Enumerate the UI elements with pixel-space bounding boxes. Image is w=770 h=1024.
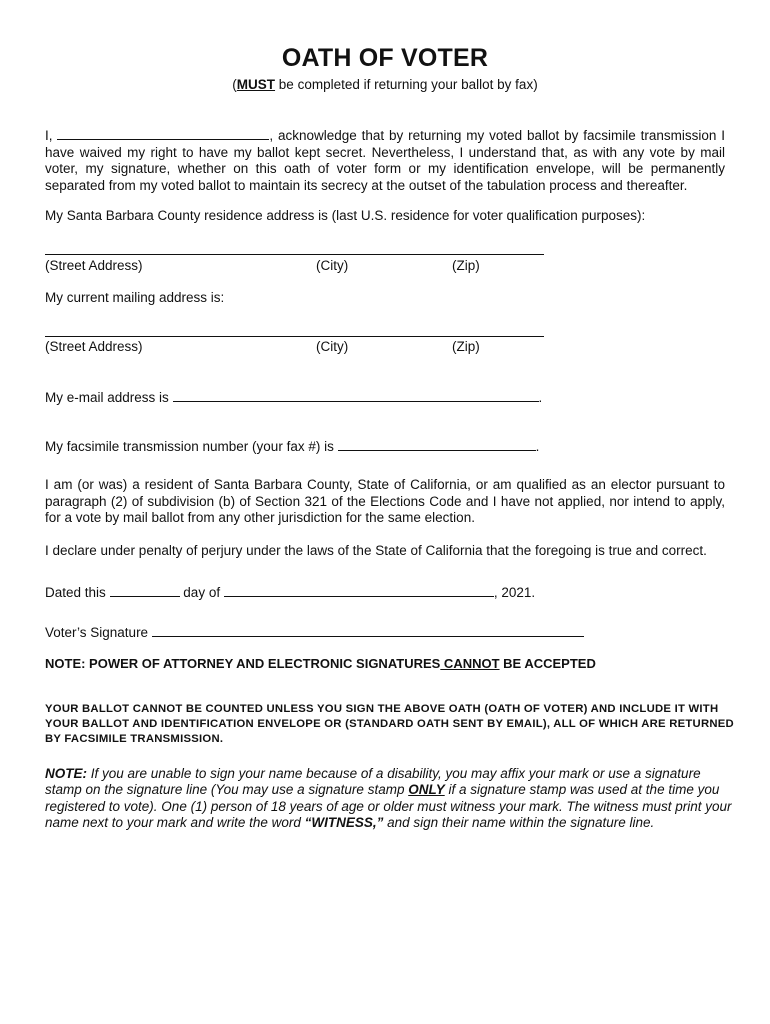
voter-name-field[interactable]	[57, 126, 269, 140]
fax-row	[45, 437, 539, 454]
disability-note	[45, 766, 735, 832]
intro-paragraph	[45, 126, 725, 194]
dated-middle: day of	[179, 585, 224, 600]
subtitle-must: MUST	[236, 77, 276, 92]
dated-row	[45, 583, 535, 600]
email-field[interactable]	[173, 388, 539, 402]
signature-label: Voter’s Signature	[45, 625, 152, 640]
residence-zip-label: (Zip)	[452, 258, 480, 273]
note-power-cannot: CANNOT	[440, 656, 500, 671]
residence-city-label: (City)	[316, 258, 349, 273]
residence-address-field[interactable]	[45, 254, 544, 255]
email-row	[45, 388, 542, 405]
dated-prefix: Dated this	[45, 585, 110, 600]
subtitle-rest: be completed if returning your ballot by fax)	[275, 77, 538, 92]
disability-note-only: ONLY	[408, 782, 445, 798]
disability-note-label: NOTE:	[45, 766, 87, 781]
mailing-zip-label: (Zip)	[452, 339, 480, 354]
residence-label: My Santa Barbara County residence address is (last U.S. residence for voter qualification purposes):	[45, 208, 646, 223]
fax-label: My facsimile transmission number (your fax #) is	[45, 439, 338, 454]
fax-field[interactable]	[338, 437, 536, 451]
page-subtitle	[0, 77, 770, 92]
voter-signature-field[interactable]	[152, 623, 584, 637]
dated-suffix: , 2021.	[493, 585, 536, 600]
perjury-statement: I declare under penalty of perjury under the laws of the State of California that the foregoing is true and correct.	[45, 543, 707, 558]
mailing-label: My current mailing address is:	[45, 290, 225, 305]
note-power-after: BE ACCEPTED	[499, 656, 596, 671]
note-power-of-attorney	[45, 656, 596, 671]
dated-day-field[interactable]	[110, 583, 180, 597]
dated-month-field[interactable]	[224, 583, 494, 597]
note-power-before: NOTE: POWER OF ATTORNEY AND ELECTRONIC SIGNATURES	[45, 656, 441, 671]
disability-note-part2: if a signature stamp was used at the time you registered to vote). One (1) person of 18 years of age or older must witness your mark. The witness must print your name next to your mark and write the word	[45, 782, 732, 831]
resident-statement: I am (or was) a resident of Santa Barbara County, State of California, or am qualified as an elector pursuant to paragraph (2) of subdivision (b) of Section 321 of the Elections Code and I have not applied, nor intend to apply, for a vote by mail ballot from any other jurisdiction for the same election.	[45, 477, 725, 526]
disability-note-part3: and sign their name within the signature line.	[383, 815, 655, 831]
intro-prefix: I,	[45, 128, 58, 143]
mailing-city-label: (City)	[316, 339, 349, 354]
fax-suffix: .	[535, 439, 540, 454]
intro-text: , acknowledge that by returning my voted ballot by facsimile transmission I have waived my right to have my ballot kept secret. Nevertheless, I understand that, as with any vote by mail voter, my signature, whether on this oath of voter form or my identification envelope, will be permanently separated from my voted ballot to maintain its secrecy at the outset of the tabulation process and thereafter.	[45, 128, 725, 193]
disability-note-part1: If you are unable to sign your name because of a disability, you may affix your mark or use a signature stamp on the signature line (You may use a signature stamp	[45, 766, 701, 798]
email-suffix: .	[538, 390, 543, 405]
page-title: OATH OF VOTER	[281, 44, 489, 72]
mailing-street-label: (Street Address)	[45, 339, 143, 354]
signature-row	[45, 623, 584, 640]
disability-note-witness: “WITNESS,”	[304, 815, 384, 831]
mailing-address-field[interactable]	[45, 336, 544, 337]
ballot-warning: YOUR BALLOT CANNOT BE COUNTED UNLESS YOU SIGN THE ABOVE OATH (OATH OF VOTER) AND INCLUDE IT WITH YOUR BALLOT AND IDENTIFICATION ENVELOPE OR (STANDARD OATH SENT BY EMAIL), ALL OF WHICH ARE RETURNED BY FACSIMILE TRANSMISSION.	[45, 703, 734, 746]
email-label: My e-mail address is	[45, 390, 173, 405]
residence-street-label: (Street Address)	[45, 258, 143, 273]
subtitle-open-paren: (	[232, 77, 237, 92]
